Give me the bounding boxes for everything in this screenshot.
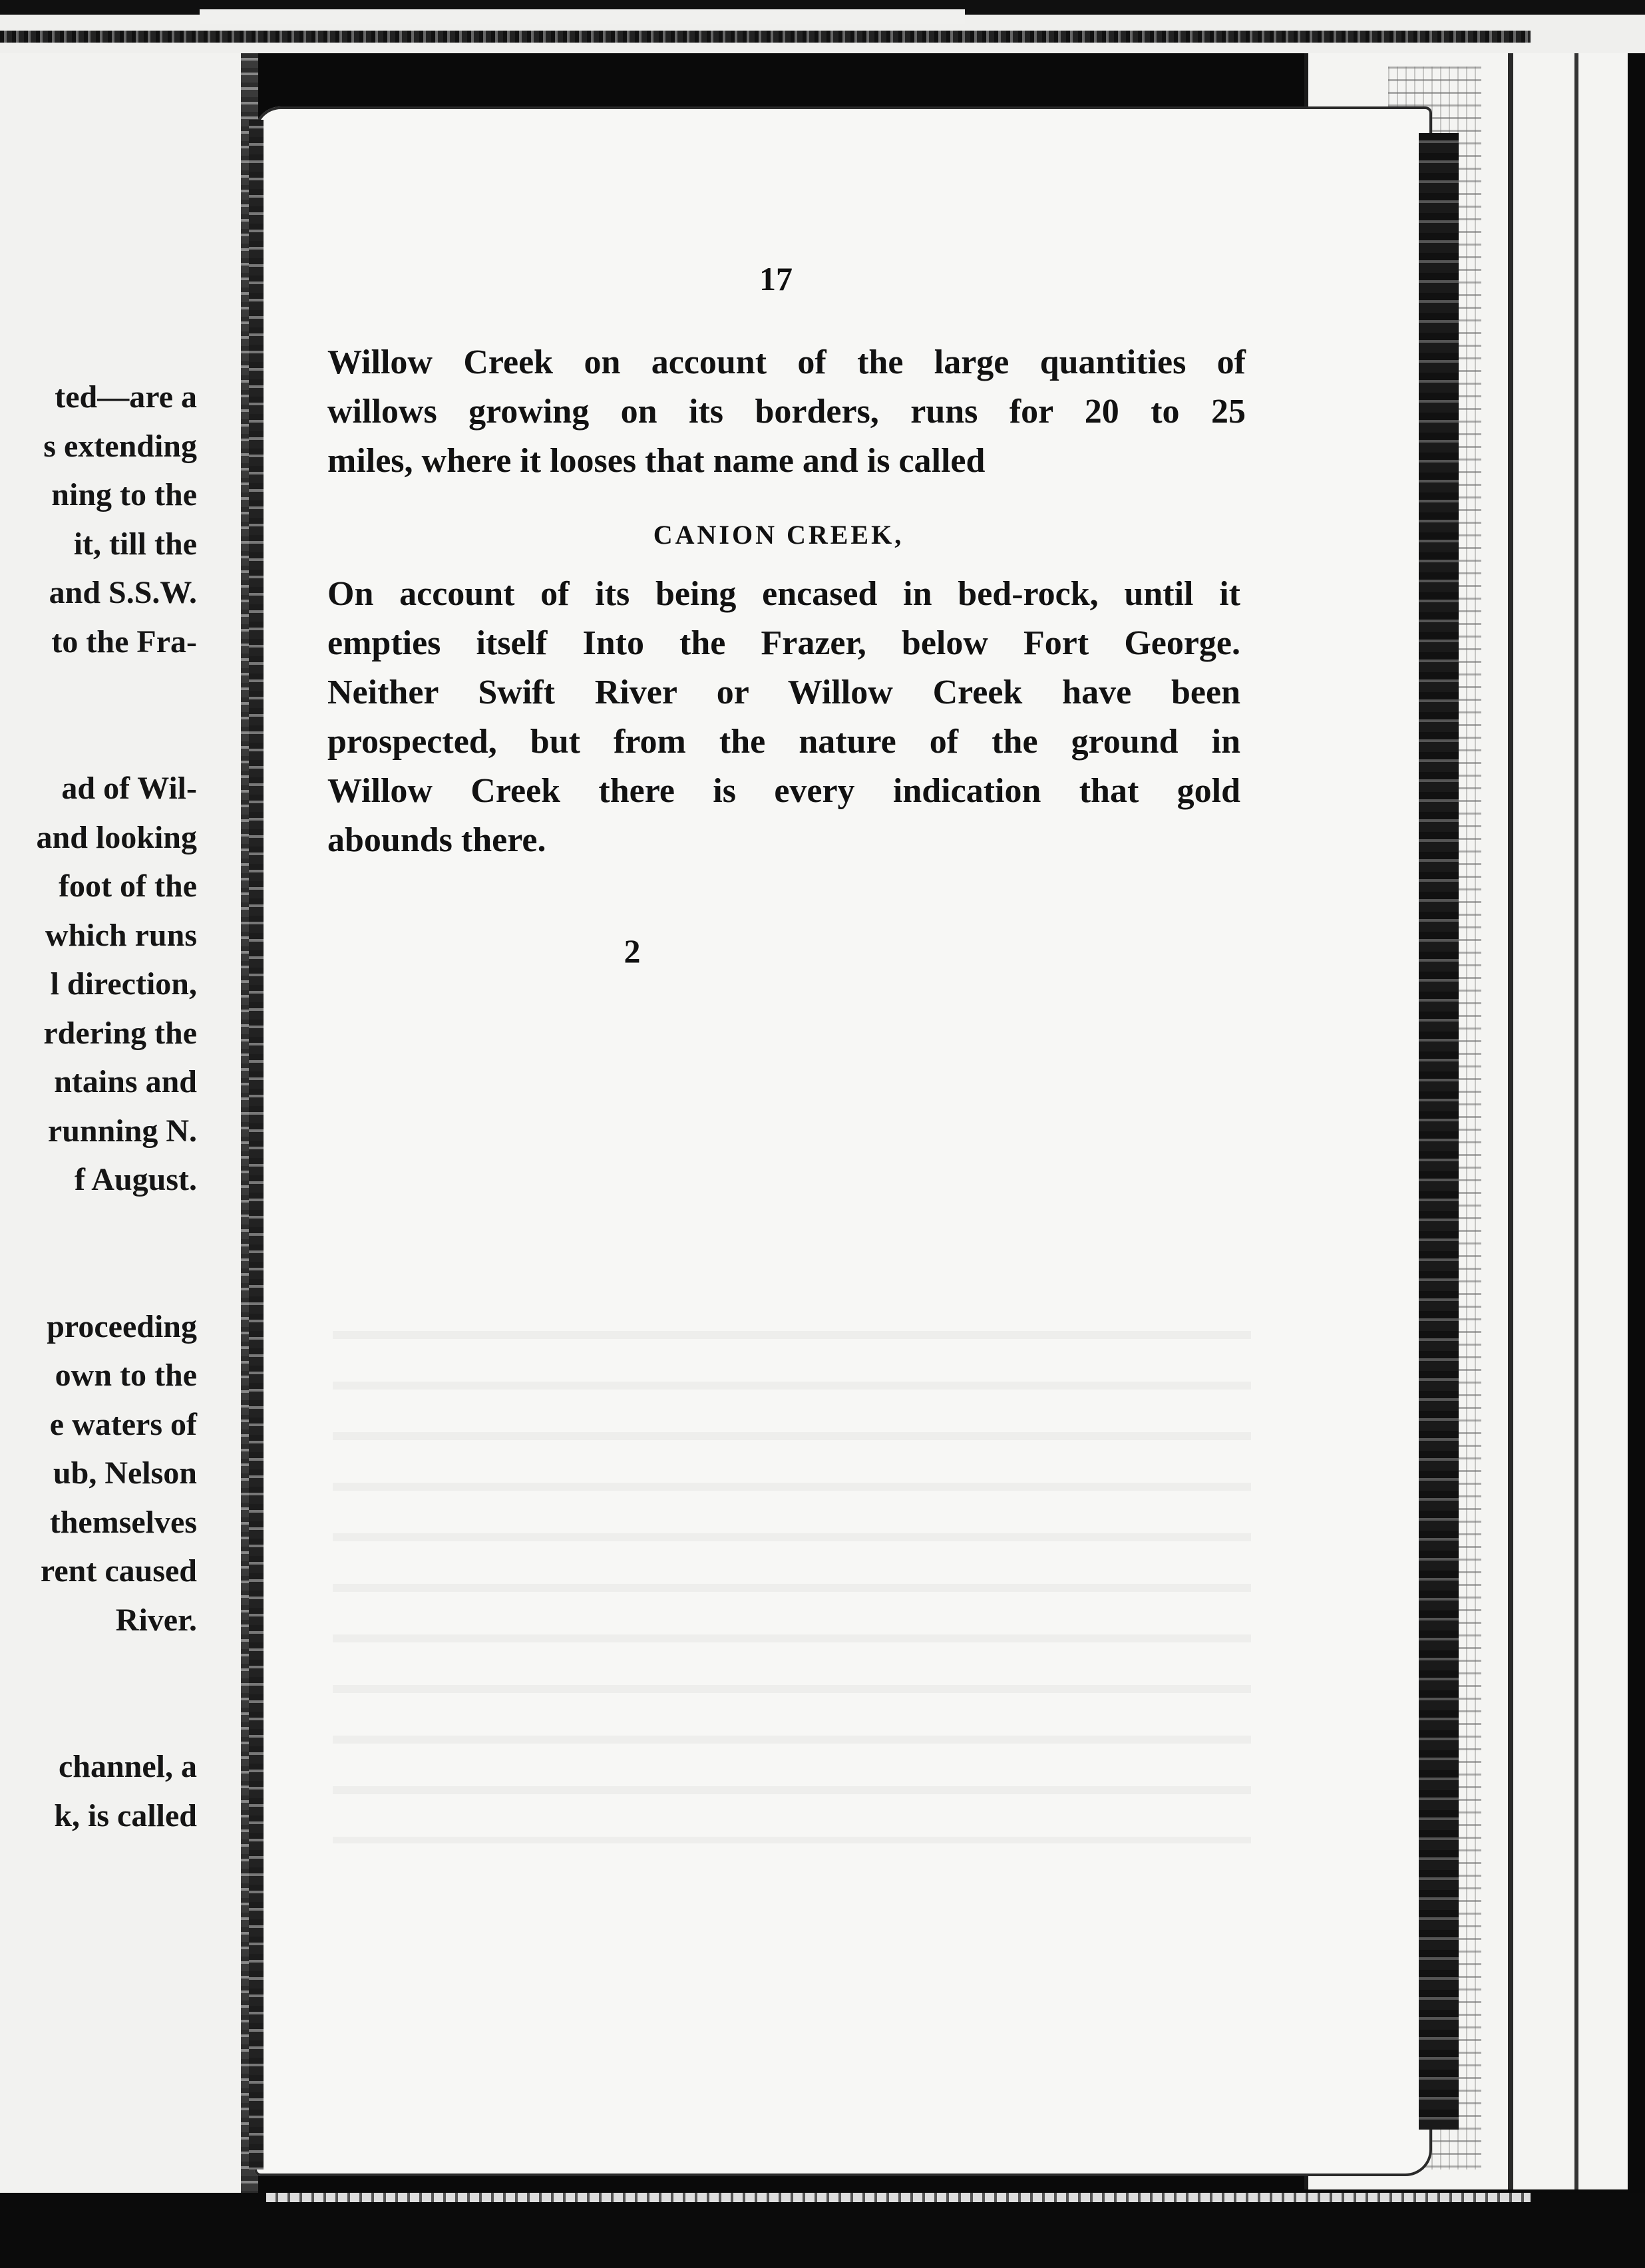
text-line: Willow Creek there is every indication that gold	[327, 772, 1240, 810]
torn-edge	[0, 31, 1531, 43]
left-page-text	[0, 373, 197, 1840]
page-bottom-edge	[266, 2193, 1531, 2202]
show-through-text	[333, 1298, 1251, 1843]
top-margin	[0, 0, 1645, 53]
text-line: and S.S.W.	[49, 575, 197, 610]
page-edge-line	[1574, 27, 1578, 2189]
text-line: empties itself Into the Frazer, below Fort George.	[327, 624, 1240, 662]
text-line: ub, Nelson	[53, 1455, 197, 1491]
text-line: own to the	[55, 1358, 197, 1393]
text-line	[0, 1644, 197, 1694]
text-line: to the Fra-	[51, 624, 197, 660]
text-line: running N.	[47, 1113, 197, 1149]
text-line: miles, where it looses that name and is called	[327, 442, 986, 480]
text-line: it, till the	[73, 526, 197, 562]
paper-strip	[200, 9, 965, 24]
text-line: Willow Creek on account of the large quantities of	[327, 343, 1246, 381]
text-line: prospected, but from the nature of the ground in	[327, 723, 1240, 761]
text-line: River.	[115, 1602, 197, 1638]
text-line	[0, 1205, 197, 1254]
page-edge-line	[1508, 27, 1513, 2189]
text-line: Neither Swift River or Willow Creek have been	[327, 673, 1240, 711]
text-line: ning to the	[51, 477, 197, 512]
signature-mark: 2	[624, 932, 641, 970]
text-line: which runs	[45, 917, 197, 953]
left-page	[0, 53, 258, 2199]
text-line	[0, 666, 197, 715]
text-line: ad of Wil-	[61, 771, 197, 806]
text-line: themselves	[49, 1504, 197, 1540]
text-line	[0, 1694, 197, 1743]
text-line: foot of the	[59, 868, 197, 904]
text-line: f August.	[74, 1162, 197, 1197]
text-line: e waters of	[49, 1406, 197, 1442]
scan-border-bottom	[0, 2193, 1645, 2268]
text-line: rent caused	[40, 1553, 197, 1589]
text-line: s extending	[43, 428, 197, 464]
text-line: l direction,	[50, 966, 197, 1002]
text-line: ntains and	[54, 1064, 197, 1099]
text-line: ted—are a	[55, 379, 197, 415]
text-line	[0, 1253, 197, 1302]
text-line: and looking	[36, 819, 197, 855]
text-line: abounds there.	[327, 821, 546, 859]
text-line: willows growing on its borders, runs for 20 to 25	[327, 393, 1246, 431]
page-binding-edge	[249, 120, 264, 2170]
paragraph-canion-creek	[327, 570, 1240, 865]
section-heading: CANION CREEK,	[653, 520, 904, 550]
text-line: k, is called	[54, 1797, 197, 1833]
paragraph-willow-creek	[327, 338, 1246, 486]
text-line: On account of its being encased in bed-rock, until it	[327, 575, 1240, 613]
text-line: proceeding	[47, 1308, 197, 1344]
text-line: channel, a	[58, 1749, 197, 1784]
page-outer-edge	[1419, 133, 1459, 2130]
text-line: rdering the	[43, 1015, 197, 1051]
page-number: 17	[759, 260, 793, 297]
text-line	[0, 715, 197, 765]
